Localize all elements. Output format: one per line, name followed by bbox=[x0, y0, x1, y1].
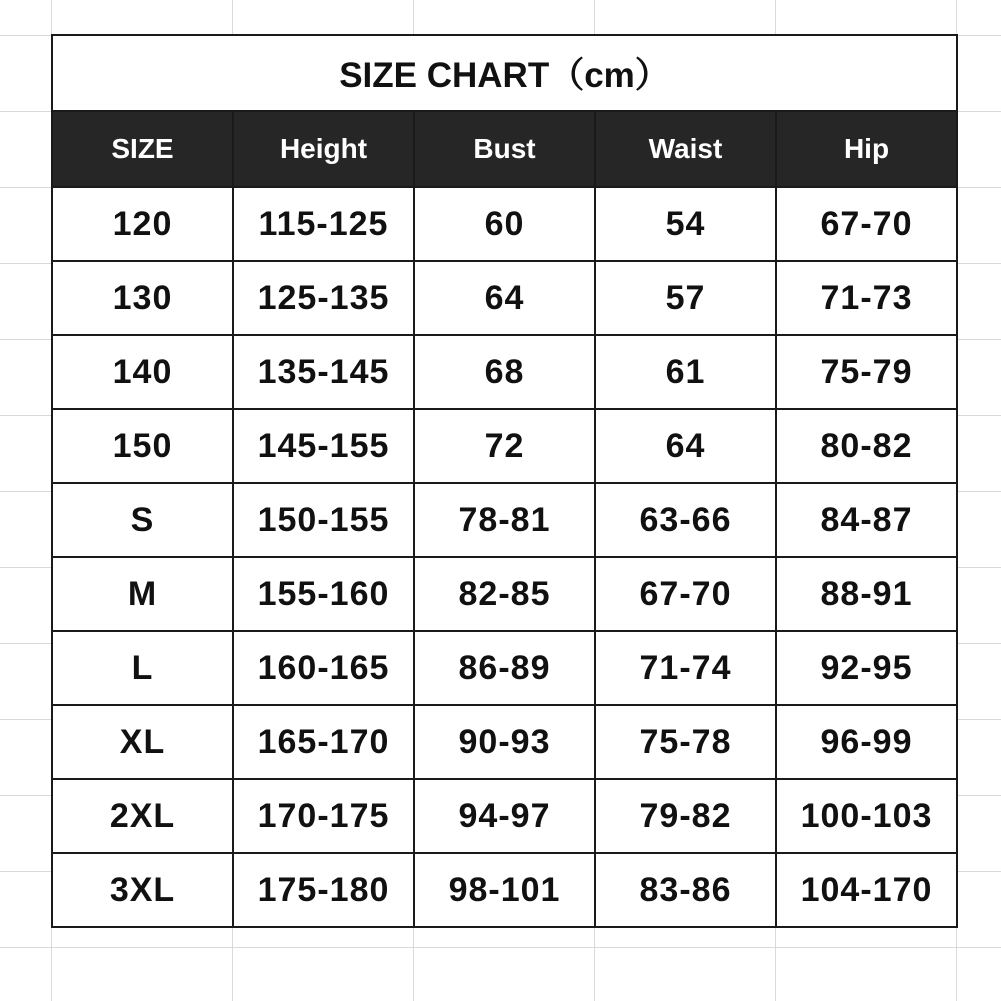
height-cell: 150-155 bbox=[233, 483, 414, 557]
size-cell: 2XL bbox=[52, 779, 233, 853]
height-cell: 175-180 bbox=[233, 853, 414, 927]
waist-cell: 54 bbox=[595, 187, 776, 261]
height-cell: 170-175 bbox=[233, 779, 414, 853]
chart-title: SIZE CHART（cm） bbox=[52, 35, 957, 111]
bust-cell: 90-93 bbox=[414, 705, 595, 779]
column-header-bust: Bust bbox=[414, 111, 595, 187]
hip-cell: 84-87 bbox=[776, 483, 957, 557]
table-row bbox=[52, 779, 957, 853]
table-row bbox=[52, 409, 957, 483]
hip-cell: 71-73 bbox=[776, 261, 957, 335]
bust-cell: 60 bbox=[414, 187, 595, 261]
bust-cell: 94-97 bbox=[414, 779, 595, 853]
bust-cell: 98-101 bbox=[414, 853, 595, 927]
size-cell: M bbox=[52, 557, 233, 631]
size-cell: S bbox=[52, 483, 233, 557]
waist-cell: 83-86 bbox=[595, 853, 776, 927]
size-cell: 130 bbox=[52, 261, 233, 335]
size-cell: 3XL bbox=[52, 853, 233, 927]
hip-cell: 92-95 bbox=[776, 631, 957, 705]
size-cell: 120 bbox=[52, 187, 233, 261]
table-row bbox=[52, 187, 957, 261]
column-header-waist: Waist bbox=[595, 111, 776, 187]
table-row bbox=[52, 261, 957, 335]
column-header-height: Height bbox=[233, 111, 414, 187]
bust-cell: 64 bbox=[414, 261, 595, 335]
table-row bbox=[52, 853, 957, 927]
bust-cell: 68 bbox=[414, 335, 595, 409]
table-row bbox=[52, 557, 957, 631]
waist-cell: 63-66 bbox=[595, 483, 776, 557]
waist-cell: 71-74 bbox=[595, 631, 776, 705]
table-row bbox=[52, 631, 957, 705]
bust-cell: 78-81 bbox=[414, 483, 595, 557]
height-cell: 135-145 bbox=[233, 335, 414, 409]
hip-cell: 67-70 bbox=[776, 187, 957, 261]
height-cell: 125-135 bbox=[233, 261, 414, 335]
size-cell: XL bbox=[52, 705, 233, 779]
hip-cell: 104-170 bbox=[776, 853, 957, 927]
bust-cell: 82-85 bbox=[414, 557, 595, 631]
height-cell: 155-160 bbox=[233, 557, 414, 631]
column-header-hip: Hip bbox=[776, 111, 957, 187]
height-cell: 115-125 bbox=[233, 187, 414, 261]
height-cell: 160-165 bbox=[233, 631, 414, 705]
size-cell: 150 bbox=[52, 409, 233, 483]
waist-cell: 79-82 bbox=[595, 779, 776, 853]
column-header-size: SIZE bbox=[52, 111, 233, 187]
waist-cell: 75-78 bbox=[595, 705, 776, 779]
table-row bbox=[52, 705, 957, 779]
hip-cell: 88-91 bbox=[776, 557, 957, 631]
hip-cell: 80-82 bbox=[776, 409, 957, 483]
bust-cell: 86-89 bbox=[414, 631, 595, 705]
hip-cell: 96-99 bbox=[776, 705, 957, 779]
size-cell: L bbox=[52, 631, 233, 705]
hip-cell: 100-103 bbox=[776, 779, 957, 853]
hip-cell: 75-79 bbox=[776, 335, 957, 409]
bust-cell: 72 bbox=[414, 409, 595, 483]
table-row bbox=[52, 335, 957, 409]
size-chart-table bbox=[51, 34, 958, 928]
header-row bbox=[52, 111, 957, 187]
waist-cell: 61 bbox=[595, 335, 776, 409]
height-cell: 145-155 bbox=[233, 409, 414, 483]
waist-cell: 57 bbox=[595, 261, 776, 335]
title-row bbox=[52, 35, 957, 111]
waist-cell: 64 bbox=[595, 409, 776, 483]
table-row bbox=[52, 483, 957, 557]
height-cell: 165-170 bbox=[233, 705, 414, 779]
size-cell: 140 bbox=[52, 335, 233, 409]
waist-cell: 67-70 bbox=[595, 557, 776, 631]
